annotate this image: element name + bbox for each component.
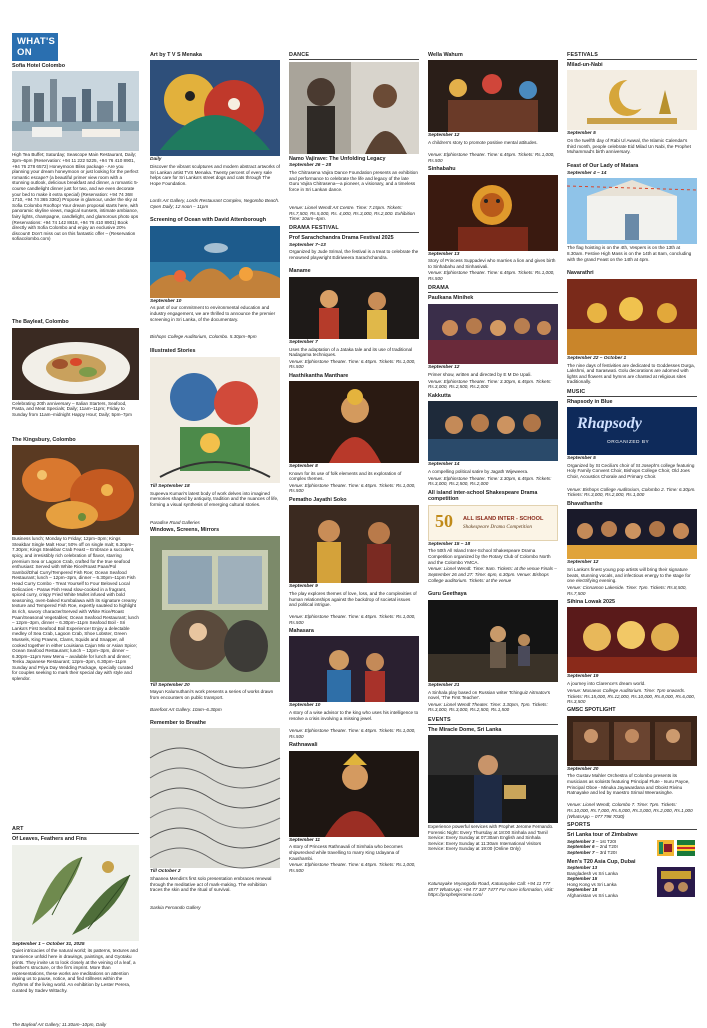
rathnavali-image xyxy=(289,751,419,837)
illustrated-description: Supeeva Kumari's latest body of work delves into imagined memories shaped by antiquity, tradition and the nuances of life, forming a visual synthesis of emerging cultural stories. xyxy=(150,490,279,507)
hasthi-title: Hasthikantha Manthare xyxy=(289,372,349,379)
asiacup-game-1-date-text: September 13 xyxy=(567,865,598,871)
navarathri-date: September 22 – October 1 xyxy=(567,355,627,361)
breathe-description: Shaanea Mendis's first solo presentation embraces renewal through the meditative act of mark-making. The exhibition traces the skin and the ritual of survival. xyxy=(150,876,272,893)
asiacup-game-3-date-text: September 18 xyxy=(567,887,598,893)
shakespeare-banner-line1: ALL ISLAND INTER - SCHOOL xyxy=(463,515,544,522)
hasthi-date: September 8 xyxy=(289,464,318,470)
gmsc-title: GMSC SPOTLIGHT xyxy=(567,707,616,714)
windows-description: Mayun Kalumuthani's work presents a series of works drawn from encounters on public transport. xyxy=(150,689,274,700)
gmsc-date: September 20 xyxy=(567,766,599,772)
drama-festival-section-heading: DRAMA FESTIVAL xyxy=(289,225,419,233)
namo-title: Namo Vajirave: The Unfolding Legacy xyxy=(289,156,386,162)
bhava-description: Sri Lanka's finest young pop artists will bring their signature beats, stunning vocals, and infectious energy to the stage for one electrifying evening. xyxy=(567,567,691,584)
column-3 xyxy=(289,0,419,1024)
paulkana-description: Primer show, written and directed by E M De Upali. xyxy=(428,371,532,377)
madu-title: Feast of Our Lady of Matara xyxy=(567,163,639,170)
mahasara-image xyxy=(289,636,419,702)
column-5 xyxy=(567,0,697,1024)
paulkana-date: September 12 xyxy=(428,364,460,370)
gmsc-description: The Gustav Mahler Orchestra of Colombo presents its musicians as soloists featuring Principal Flute - Isuru Payoe, Principal Oboe - Minuka Jayawardana and Oboist Rivinu Ratnayake and led by maestro Srimal Weerasinghe. xyxy=(567,773,690,796)
bayleaf-image xyxy=(12,328,139,400)
asiacup-game-2: Hong Kong vs Sri Lanka xyxy=(567,881,617,887)
sports-section-heading: SPORTS xyxy=(567,822,697,830)
asiacup-title: Men's T20 Asia Cup, Dubai xyxy=(567,858,636,865)
pematho-venue: Venue: Elphinstone Theater. Time: 6.45pm. Tickets: Rs.1,000, Rs.500 xyxy=(289,614,416,625)
illustrated-date: Till September 18 xyxy=(150,483,190,489)
madu-image xyxy=(567,178,697,244)
leaves-image xyxy=(12,845,139,941)
rhapsody-logo xyxy=(567,407,697,455)
windows-date: Till September 20 xyxy=(150,682,190,688)
shakespeare-banner-line2: Shakespeare Drama Competition xyxy=(463,523,532,530)
milad-title: Milad-un-Nabi xyxy=(567,62,603,68)
mahasara-venue: Venue: Elphinstone Theater. Time: 6.45pm. Tickets: Rs.1,000, Rs.500 xyxy=(289,728,416,739)
festivals-section-heading: FESTIVALS xyxy=(567,52,697,60)
bhava-venue: Venue: Cinnamon Lakeside. Time: 7pm. Tickets: Rs.8,500, Rs.7,500 xyxy=(567,585,687,596)
kakkutta-image xyxy=(428,401,558,461)
asiacup-game-1: Bangladesh vs Sri Lanka xyxy=(567,870,618,876)
shakespeare-banner-number: 50 xyxy=(435,510,453,531)
kingsbury-title: The Kingsbury, Colombo xyxy=(12,436,76,443)
bhava-image xyxy=(567,509,697,559)
ocean-venue: Bishops College Auditorium, Colombo. 5.30pm–9pm xyxy=(150,334,257,340)
rathnavali-title: Rathnawali xyxy=(289,742,318,749)
wella-title: Wella Wahum xyxy=(428,52,463,58)
bhava-date: September 12 xyxy=(567,560,599,566)
miracle-title: The Miracle Dome, Sri Lanka xyxy=(428,726,502,733)
shakespeare-title: All island inter-school Shakespeare Drama competition xyxy=(428,489,538,503)
namo-date: September 26 – 28 xyxy=(289,163,332,169)
maname-date: September 7 xyxy=(289,339,318,345)
asiacup-game-3: Afghanistan vs Sri Lanka xyxy=(567,892,618,898)
hasthi-image xyxy=(289,381,419,463)
windows-image xyxy=(150,536,280,682)
miracle-image xyxy=(428,735,558,823)
zimbabwe-title: Sri Lanka tour of Zimbabwe xyxy=(567,832,638,839)
prof-title: Prof Sarachchandra Drama Festival 2025 xyxy=(289,235,394,242)
mahasara-description: A story of a wise advisor to the king who uses his intelligence to resolve a crisis involving a missing jewel. xyxy=(289,710,419,721)
pematho-description: The play explores themes of love, loss, and the complexities of human relationships against the backdrop of societal issues and political intrigue. xyxy=(289,591,417,608)
sinhabahu-description: Story of Princess Suppadevi who marries a lion and gives birth to Sinhabahu and Sinhasivali. xyxy=(428,258,556,269)
sihina-date: September 19 xyxy=(567,674,599,680)
shakespeare-date: September 15 – 18 xyxy=(428,541,471,547)
maname-venue: Venue: Elphinstone Theater. Time: 6.45pm. Tickets: Rs.1,000, Rs.500 xyxy=(289,358,416,370)
kakkutta-description: A compelling political satire by Jagath Wijeweera. xyxy=(428,468,529,474)
asiacup-poster xyxy=(657,867,695,897)
milad-description: On the twelfth day of Rabi Ul Awwal, the Islamic Calendar's third month, people celebrate Eid Milad Un Nabi, the Prophet Muhammad's birth anniversary. xyxy=(567,138,691,155)
madu-description: The flag hoisting is on the 4th, Vespers is on the 13th at 8.30am. Festive High Mass is on the 14th at 8am, concluding with the grand Feast on the 14th at 4pm. xyxy=(567,245,692,262)
menaka-venue: Lords Art Gallery, Lords Restaurant Complex, Negombo Beach. Open Daily; 12 noon – 11pm xyxy=(150,198,280,209)
windows-title: Windows, Screens, Mirrors xyxy=(150,527,220,534)
sihina-description: A journey into Clarence's dream world. xyxy=(567,681,646,687)
paulkana-image xyxy=(428,304,558,364)
asiacup-block xyxy=(567,859,697,899)
kingsbury-description: Business lunch; Monday to Friday; 12pm–3pm; Kings Steakbar Single Malt Hour; 50% off on single malt; 6.30pm–7.30pm; Kings Steakbar Crab Feast – Embrace a succulent, spicy, and irresistibly rich celebration of flavor, starring premium Sea or Lagoon Crab, crafted for the true seafood enthusiast: Served with White Rice/Roast Paan/Pol Sambol/Dhal Curry/Tempered Fish Roe; Ocean Seafood Restaurant; lunch – 12pm–3pm, dinner – 6.30pm–11pm Fish Head Curry Combo - Treat Yourself to Four Beloved Local Delicacies - Paraw Fish Head slow-cooked in a fragrant, spiced curry, crispy Fried White Mullet infused with bold seasoning, oven-baked Kumbalawa with its signature creamy texture and Tempered Fish Roe, expertly sautéed to highlight its rich, savory character/Served with White Rice/Roast Paan/Seasonal Vegetables; Ocean Seafood Restaurant; lunch – 12pm–3pm, dinner – 6.30pm–11pm Seafood Boil - Sri Lanka's First Seafood Boil Experience! Enjoy a delectable medley of Sea Crab, Lagoon Crab, Shoe Lobster, Green Mussels, King Prawns, Clams, Squids and Snapper, all cooked together in either Louisiana Cajun Mix or Asian Spice; Ocean Seafood Restaurant; lunch – 12pm–3pm, dinner – 6.30pm–11pm New Menu – available for lunch and dinner; Tenku Japanese Restaurant; 12pm–3pm, 6.30pm–11pm Sunday and Priya Day Wedding Package, specially curated for couples seeking to mark their special day with style and splendor. xyxy=(12,536,139,682)
pematho-date: September 9 xyxy=(289,584,318,590)
sinhabahu-title: Sinhabahu xyxy=(428,166,456,173)
menaka-description: Discover the vibrant sculptures and modern abstract artworks of Sri Lankan artist TVS Menaka. Twenty percent of every sale helps care for Sri Lanka's street dogs and cats through The Hope Foundation. xyxy=(150,164,280,186)
guru-image xyxy=(428,600,558,682)
rhapsody-description: Organized by St Cecilia's choir of St Joseph's college featuring Holy Family Convent Choir, Bishops College Choir, Old Joes Choir, Acoustics Chorale and Primary Choir. xyxy=(567,462,695,479)
zimbabwe-match-3-date: September 7 xyxy=(567,850,595,856)
breathe-date: Till October 2 xyxy=(150,869,181,875)
windows-venue: Barefoot Art Gallery. 10am–6.30pm xyxy=(150,707,222,713)
zimbabwe-match-1-date: September 3 xyxy=(567,838,595,844)
namo-description: The Chitrasena Vajira Dance Foundation presents an exhibition and performance to celebrate the life and legacy of the late Guru Vajira Chitrasena—a pioneer, a visionary, and a timeless force in Sri Lankan dance. xyxy=(289,170,418,192)
navarathri-description: The nine days of festivities are dedicated to Goddesses Durga, Lakshmi, and Saraswati. Golu decorations are adorned with lights and flowers and hymns are chanted at religious sites traditionally. xyxy=(567,362,695,385)
bayleaf-description: Celebrating 20th anniversary – Italian Starters, Seafood, Pasta, and Meat Specials; Daily; 11am–11pm; Friday to Sunday from 11am–midnight Happy Hour; Daily; 5pm–7pm xyxy=(12,400,132,417)
milad-date: September 5 xyxy=(567,131,596,137)
shakespeare-banner xyxy=(428,505,558,541)
art-section-heading: ART xyxy=(12,826,139,834)
ocean-description: As part of our commitment to environmental education and industry engagement, we are thrilled to announce the premier screening in Sri Lanka, of the documentary. xyxy=(150,305,276,322)
bhava-title: Bhavathanthe xyxy=(567,500,603,507)
sofia-description: High Tea Buffet; Saturday; Seascope Main Restaurant, Daily; 3pm–6pm (Reservation: +94 11 222 5225, +94 76 410 8901, +94 76 278 6572) Honeymoon Bliss package - Are you planning your dream honeymoon or just looking for the perfect romantic escape? (a beautiful primer view room with a stunning outlook, delicious breakfast and dinner, a romantic 5-course candlelight dinner just for two, and we even decorate your bed to make it extra special) (Reservation: +94 74 368 1710, +94 74 365 3362) Propose in glamour, under the sky at Sofia Colombo Rooftop! Your dream proposal starts here, with panoramic skyline views, magical sunsets, intimate ambiance, fairy lights, champagne, candlelight, and glamorous photo ops (Reservations: +94 74 142 8618, +94 76 410 8901) Book directly with Sofia Colombo and enjoy an exclusive 20% discount! Don't miss out on this fantastic offer – (Reservation sofiacolombo.com) xyxy=(12,152,139,242)
column-1 xyxy=(12,0,139,1028)
events-section-heading: EVENTS xyxy=(428,717,558,725)
illustrated-title: Illustrated Stories xyxy=(150,348,196,355)
ocean-date: September 10 xyxy=(150,298,182,304)
pematho-title: Pematho Jayathi Soko xyxy=(289,496,347,503)
kakkutta-date: September 14 xyxy=(428,462,460,468)
menaka-date: Daily xyxy=(150,157,162,163)
sihina-title: Sihina Lowak 2025 xyxy=(567,599,615,606)
asiacup-game-2-date-text: September 15 xyxy=(567,876,598,882)
guru-title: Guru Geethaya xyxy=(428,591,467,598)
illustrated-venue: Paradise Road Galleries xyxy=(150,519,200,525)
music-section-heading: MUSIC xyxy=(567,389,697,397)
guru-venue: Venue: Lionel Wendt Theater. Time: 3.30pm, 7pm. Tickets: Rs.3,000, Rs.3,000, Rs.2,500, Rs.1,500 xyxy=(428,701,548,713)
drama-section-heading: DRAMA xyxy=(428,285,558,293)
prof-date: September 7–13 xyxy=(289,242,326,248)
menaka-image xyxy=(150,60,280,156)
kingsbury-image xyxy=(12,445,139,535)
namo-image xyxy=(289,62,419,154)
section-banner: WHAT'S ON xyxy=(12,33,58,61)
ocean-image xyxy=(150,226,280,298)
namo-venue: Venue: Lionel Wendt Art Centre. Time: 7.15pm. Tickets: Rs.7,500, Rs.5,000, Rs. 4,000, Rs.3,000, Rs.2,000. Exhibition Time: 10am–4pm. xyxy=(289,205,415,222)
zimbabwe-match-3-label: – 3rd T20I xyxy=(595,850,617,856)
sofia-image xyxy=(12,71,139,151)
rathnavali-venue: Venue: Elphinstone Theater. Time: 6.45pm. Tickets: Rs.1,000, Rs.500 xyxy=(289,862,416,874)
navarathri-title: Navarathri xyxy=(567,270,594,277)
mahasara-title: Mahasara xyxy=(289,628,314,635)
sinhabahu-venue: Venue: Elphinstone Theater. Time: 6.45pm. Tickets: Rs.1,000, Rs.500 xyxy=(428,270,555,281)
column-2 xyxy=(150,0,280,1024)
leaves-title: Of Leaves, Feathers and Fins xyxy=(12,836,87,843)
milad-image xyxy=(567,70,697,130)
sihina-image xyxy=(567,607,697,673)
kakkutta-venue: Venue: Elphinstone Theater. Time: 3.30pm, 6.45pm. Tickets: Rs.3,000, Rs.2,500, Rs.2,000 xyxy=(428,475,552,487)
sihina-venue: Venue: Musaeus College Auditorium. Time: 7pm onwards. Tickets: Rs.15,000, Rs.12,000, Rs.10,000, Rs.8,000, Rs.6,000, Rs.3,500 xyxy=(567,688,696,705)
maname-image xyxy=(289,277,419,339)
hasthi-description: Known for its use of folk elements and its exploration of complex themes. xyxy=(289,470,402,482)
prof-description: Organized by Jude Srimal, the festival is a treat to celebrate the renowned playwright Ediriweera Sarachchandra. xyxy=(289,249,419,260)
hasthi-venue: Venue: Elphinstone Theater. Time: 6.45pm. Tickets: Rs.1,000, Rs.500 xyxy=(289,482,416,494)
menaka-title: Art by T V S Menaka xyxy=(150,52,202,58)
shakespeare-venue: Venue: Lionel Wendt. Time: 9am. Tickets: at the venue Finals – September 26 and 27: Time: 6pm, 6.30pm. Venue: Bishops College auditorium. Tickets: at the venue xyxy=(428,566,557,583)
gmsc-venue: Venue: Lionel Wendt, Colombo 7. Time: 7pm. Tickets: Rs.10,000, Rs.7,000, Rs.5,000, Rs.3,000, Rs.2,000, Rs.1,000 (WhatsApp – 077 798 7030) xyxy=(567,802,693,819)
breathe-venue: Saskia Fernando Gallery xyxy=(150,905,201,911)
guru-date: September 21 xyxy=(428,682,460,688)
wella-venue: Venue: Elphinstone Theater. Time: 6.45pm. Tickets: Rs.1,000, Rs.500 xyxy=(428,152,555,163)
gmsc-image xyxy=(567,716,697,766)
zimbabwe-match-1-label: – 1st T20I xyxy=(595,838,617,844)
leaves-date: September 1 – October 31, 2025 xyxy=(12,941,85,947)
wella-image xyxy=(428,60,558,132)
column-4 xyxy=(428,0,558,1024)
rhapsody-title: Rhapsody in Blue xyxy=(567,398,613,405)
leaves-description: Quiet intricacies of the natural world; its patterns, textures and transience unfold here in drawings, paintings, and Gyotaku prints. They invite us to look closely at the veining of a leaf, a feather's structure, or the fin's imprint. More than representations, these works are meditations on attention asking us to pause, notice, and find stillness within the rhythms of the living world. An exhibition by Lester Perera, curated by Sadev Wittachy. xyxy=(12,948,138,993)
sofia-title: Sofia Hotel Colombo xyxy=(12,63,66,69)
wella-date: September 12 xyxy=(428,133,460,139)
sinhabahu-image xyxy=(428,175,558,251)
guru-description: A Sinhala play based on Russian writer Tchinguiz Aitmatov's novel, 'The First Teacher'. xyxy=(428,689,551,701)
madu-date: September 4 – 14 xyxy=(567,170,607,176)
leaves-venue: The Bayleaf Art Gallery; 11.30am–10pm, Daily xyxy=(12,1022,107,1028)
zimbabwe-match-2-date: September 6 xyxy=(567,844,595,850)
miracle-venue: Katunayake Veyangoda Road, Katunayake Call: +94 11 777 4877 WhatsApp: +94 77 347 7477 For more information, visit: https://prophetjerome.com/ xyxy=(428,881,554,898)
wella-description: A children's story to promote positive mental attitudes. xyxy=(428,140,538,146)
illustrated-image xyxy=(150,357,280,483)
flags-graphic xyxy=(657,840,695,856)
rhapsody-logo-text: Rhapsody xyxy=(577,415,642,433)
paulkana-title: Paulkana Minihek xyxy=(428,295,474,302)
rhapsody-logo-sub: ORGANIZED BY xyxy=(607,440,650,446)
rhapsody-date: September 5 xyxy=(567,456,596,462)
mahasara-date: September 10 xyxy=(289,703,321,709)
breathe-image xyxy=(150,728,280,868)
breathe-title: Remember to Breathe xyxy=(150,720,207,726)
rhapsody-venue: Venue: Bishops College Auditorium, Colombo 2. Time: 6.30pm. Tickets: Rs.3,000, Rs.2,000, Rs.1,000 xyxy=(567,486,696,498)
rathnavali-date: September 11 xyxy=(289,837,321,843)
navarathri-image xyxy=(567,279,697,355)
dance-section-heading: DANCE xyxy=(289,52,419,60)
ocean-title: Screening of Ocean with David Attenborough xyxy=(150,217,267,224)
kakkutta-title: Kakkutta xyxy=(428,392,451,399)
pematho-image xyxy=(289,505,419,583)
bayleaf-title: The Bayleaf, Colombo xyxy=(12,319,69,326)
zimbabwe-block xyxy=(567,832,697,855)
miracle-description: Experience powerful services with Prophet Jerome Fernando. Forensic Night: Every Thursday at 18:00 Sinhala and Tamil Service: Every Sunday at 07:30am English and Sinhala Service: Every Sunday at 11:30am International Visitors Service: Every Sunday at 19:00 (Online Only) xyxy=(428,824,554,852)
zimbabwe-match-2-label: – 2nd T20I xyxy=(595,844,618,850)
paulkana-venue: Venue: Elphinstone Theater. Time: 3.30pm, 6.45pm. Tickets: Rs.3,000, Rs.2,500, Rs.2,000 xyxy=(428,378,552,390)
rathnavali-description: A story of Princess Rathnavali of Simhala who becomes shipwrecked while travelling to marry King Udayana of Kaushambi. xyxy=(289,844,403,861)
shakespeare-description: The 50th All Island Inter-School Shakespeare Drama Competition organized by the Rotary Club of Colombo North and the Colombo YMCA. xyxy=(428,548,551,565)
sinhabahu-date: September 13 xyxy=(428,251,460,257)
maname-title: Maname xyxy=(289,268,311,275)
maname-description: Uses the adaptation of a Jataka tale and its use of traditional Nadagama techniques. xyxy=(289,346,413,358)
